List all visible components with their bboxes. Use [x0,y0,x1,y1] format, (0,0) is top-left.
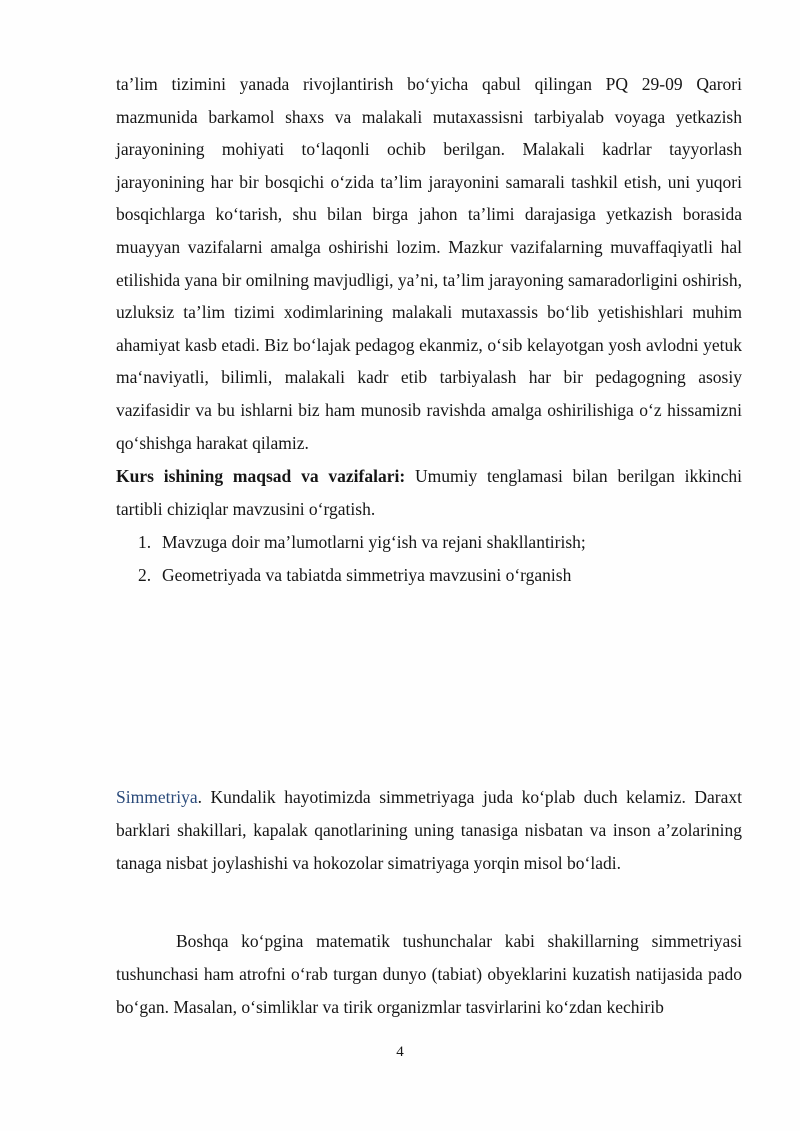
intro-text: ta’lim tizimini yanada rivojlantirish bo‘yicha qabul qilingan PQ 29-09 Qarori mazmunida barkamol shaxs va malakali mutaxassisni tarbiyalab voyaga yetkazish jarayonining mohiyati to‘laqonli ochib berilgan. Malakali kadrlar tayyorlash jarayonining har bir bosqichi o‘zida ta’lim jarayonini samarali tashkil etish, uni yuqori bosqichlarga ko‘tarish, shu bilan birga jahon ta’limi darajasiga yetkazish borasida muayyan vazifalarni amalga oshirishi lozim. Mazkur vazifalarning muvaffaqiyatli hal etilishida yana bir omilning mavjudligi, ya’ni, ta’lim jarayoning samaradorligini oshirish, uzluksiz ta’lim tizimi xodimlarining malakali mutaxassis bo‘lib yetishishlari muhim ahamiyat kasb etadi. Biz bo‘lajak pedagog ekanmiz, o‘sib kelayotgan yosh avlodni yetuk ma‘naviyatli, bilimli, malakali kadr etib tarbiyalash har bir pedagogning asosiy vazifasidir va bu ishlarni biz ham munosib ravishda amalga oshirilishiga o‘z hissamizni qo‘shishga harakat qilamiz. [116,74,742,453]
goal-text: Umumiy tenglamasi bilan berilgan ikkinchi tartibli chiziqlar mavzusini o‘rgatish. [116,466,743,519]
list-item [138,559,586,592]
list-item-text: Mavzuga doir ma’lumotlarni yig‘ish va rejani shakllantirish; [162,532,586,552]
symmetry-term: Simmetriya [116,787,198,807]
boshqa-paragraph [116,925,742,1024]
boshqa-text: Boshqa ko‘pgina matematik tushunchalar kabi shakillarning simmetriyasi tushunchasi ham atrofni o‘rab turgan dunyo (tabiat) obyeklarini kuzatish natijasida pado bo‘gan. Masalan, o‘simliklar va tirik organizmlar tasvirlarini ko‘zdan kechirib [116,931,742,1017]
page-number: 4 [396,1044,404,1060]
symmetry-paragraph [116,781,742,880]
list-item [138,526,586,559]
goal-paragraph [116,460,742,525]
list-item-number: 2. [138,564,152,585]
intro-paragraph [116,68,742,459]
list-item-text: Geometriyada va tabiatda simmetriya mavzusini o‘rganish [162,564,572,585]
list-item-number: 1. [138,532,152,552]
goal-heading: Kurs ishining maqsad va vazifalari: [116,466,406,486]
symmetry-text: . Kundalik hayotimizda simmetriyaga juda ko‘plab duch kelamiz. Daraxt barklari shakillari, kapalak qanotlarining uning tanasiga nisbatan va inson a’zolarining tanaga nisbat joylashishi va hokozolar simatriyaga yorqin misol bo‘ladi. [116,787,742,873]
task-list [138,526,586,591]
